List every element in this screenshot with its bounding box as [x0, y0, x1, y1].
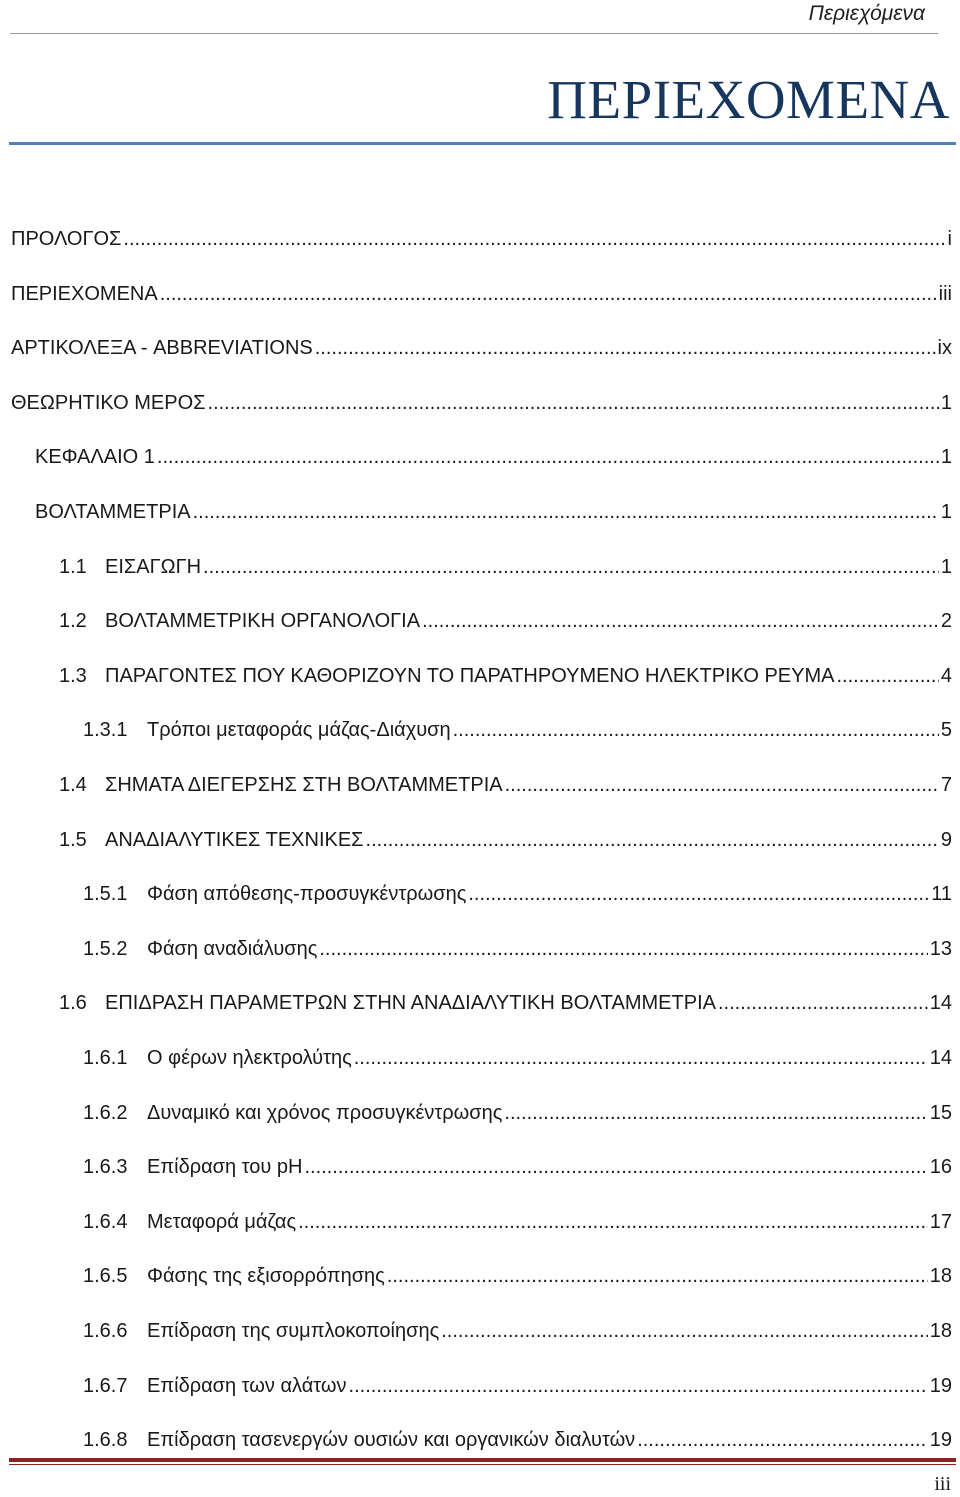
- toc-entry-page: 19: [929, 1374, 952, 1397]
- toc-entry-number: 1.2: [59, 610, 87, 633]
- toc-entry-title: Φάση αναδιάλυσης: [147, 937, 318, 960]
- toc-leader-dots: [298, 1210, 928, 1234]
- toc-entry-title: ΠΑΡΑΓΟΝΤΕΣ ΠΟΥ ΚΑΘΟΡΙΖΟΥΝ ΤΟ ΠΑΡΑΤΗΡΟΥΜΕΝΟ ΗΛΕΚΤΡΙΚΟ ΡΕΥΜΑ: [105, 664, 835, 687]
- toc-leader-dots: [836, 664, 938, 688]
- toc-entry-title: ΠΕΡΙΕΧΟΜΕΝΑ: [11, 282, 158, 305]
- toc-entry[interactable]: [11, 376, 952, 430]
- toc-entry-number: 1.6.2: [83, 1101, 128, 1124]
- toc-leader-dots: [366, 828, 939, 852]
- toc-entry-title: ΕΠΙΔΡΑΣΗ ΠΑΡΑΜΕΤΡΩΝ ΣΤΗΝ ΑΝΑΔΙΑΛΥΤΙΚΗ ΒΟΛΤΑΜΜΕΤΡΙΑ: [105, 992, 716, 1015]
- toc-entry-number: 1.6.5: [83, 1265, 128, 1288]
- toc-entry-number: 1.6.3: [83, 1156, 128, 1179]
- toc-entry[interactable]: [11, 267, 952, 321]
- toc-entry-title: ΒΟΛΤΑΜΜΕΤΡΙΑ: [35, 501, 191, 523]
- toc-entry-page: 19: [929, 1429, 952, 1452]
- toc-entry-page: 14: [929, 992, 952, 1015]
- toc-entry-page: 2: [940, 610, 952, 633]
- toc-entry-page: 5: [940, 719, 952, 742]
- toc-entry-number: 1.4: [59, 774, 87, 796]
- toc-entry-page: ix: [937, 337, 952, 360]
- toc-entry[interactable]: [59, 758, 952, 812]
- toc-entry-title: Δυναμικό και χρόνος προσυγκέντρωσης: [147, 1101, 503, 1124]
- toc-entry-number: 1.6: [59, 992, 87, 1015]
- toc-leader-dots: [441, 1319, 928, 1343]
- toc-leader-dots: [203, 555, 939, 579]
- toc-entry-page: 1: [940, 501, 952, 523]
- toc-leader-dots: [468, 882, 929, 906]
- toc-entry[interactable]: [59, 976, 952, 1030]
- toc-entry-title: ΑΡΤΙΚΟΛΕΞΑ - ABBREVIATIONS: [11, 337, 313, 360]
- toc-entry-page: 1: [940, 555, 952, 578]
- page-title: ΠΕΡΙΕΧΟΜΕΝΑ: [547, 69, 950, 130]
- toc-leader-dots: [453, 718, 939, 742]
- toc-entry[interactable]: [83, 1195, 952, 1249]
- toc-entry-title: Φάση απόθεσης-προσυγκέντρωσης: [147, 883, 467, 906]
- toc-entry-title: ΘΕΩΡΗΤΙΚΟ ΜΕΡΟΣ: [11, 391, 206, 414]
- toc-entry[interactable]: [35, 485, 952, 539]
- footer-divider-thin: [9, 1464, 956, 1465]
- toc-entry[interactable]: [83, 1249, 952, 1303]
- toc-entry[interactable]: [35, 430, 952, 484]
- toc-entry-number: 1.5.2: [83, 937, 128, 960]
- toc-entry-title: ΚΕΦΑΛΑΙΟ 1: [35, 446, 155, 469]
- toc-entry-title: Επίδραση των αλάτων: [147, 1374, 347, 1397]
- toc-entry-number: 1.1: [59, 555, 87, 578]
- toc-entry[interactable]: [59, 649, 952, 703]
- toc-leader-dots: [718, 991, 928, 1015]
- toc-entry-title: Επίδραση της συμπλοκοποίησης: [147, 1320, 440, 1342]
- toc-entry[interactable]: [59, 540, 952, 594]
- toc-leader-dots: [505, 773, 939, 797]
- toc-entry-title: ΕΙΣΑΓΩΓΗ: [105, 555, 202, 578]
- toc-entry-page: 1: [940, 446, 952, 469]
- toc-entry-number: 1.5.1: [83, 883, 128, 906]
- toc-entry-number: 1.6.7: [83, 1374, 128, 1397]
- toc-entry-title: ΠΡΟΛΟΓΟΣ: [11, 228, 122, 250]
- toc-leader-dots: [157, 445, 939, 469]
- toc-leader-dots: [422, 609, 939, 633]
- toc-entry-page: iii: [938, 282, 952, 305]
- toc-leader-dots: [504, 1101, 927, 1125]
- toc-entry-title: Τρόποι μεταφοράς μάζας-Διάχυση: [147, 719, 451, 742]
- toc-entry-title: ΒΟΛΤΑΜΜΕΤΡΙΚΗ ΟΡΓΑΝΟΛΟΓΙΑ: [105, 610, 421, 633]
- toc-entry-title: Φάσης της εξισορρόπησης: [147, 1265, 385, 1288]
- toc-entry-page: 17: [929, 1210, 952, 1233]
- toc-entry-title: ΑΝΑΔΙΑΛΥΤΙΚΕΣ ΤΕΧΝΙΚΕΣ: [105, 828, 364, 851]
- toc-entry-title: ΣΗΜΑΤΑ ΔΙΕΓΕΡΣΗΣ ΣΤΗ ΒΟΛΤΑΜΜΕΤΡΙΑ: [105, 774, 503, 796]
- toc-entry-page: 13: [929, 937, 952, 960]
- toc-entry[interactable]: [83, 1086, 952, 1140]
- toc-entry-number: 1.3: [59, 664, 87, 687]
- toc-leader-dots: [160, 282, 937, 306]
- toc-entry-number: 1.6.8: [83, 1429, 128, 1452]
- toc-entry-page: 11: [931, 883, 952, 906]
- toc-leader-dots: [354, 1046, 928, 1070]
- toc-entry[interactable]: [83, 1031, 952, 1085]
- toc-entry-number: 1.5: [59, 828, 87, 851]
- toc-leader-dots: [304, 1155, 927, 1179]
- toc-entry[interactable]: [83, 1304, 952, 1358]
- toc-entry[interactable]: [83, 1140, 952, 1194]
- toc-entry[interactable]: [83, 1359, 952, 1413]
- toc-entry-page: 1: [940, 391, 952, 414]
- toc-entry[interactable]: [11, 212, 952, 266]
- toc-leader-dots: [319, 937, 927, 961]
- toc-entry-page: 7: [940, 774, 952, 796]
- toc-entry-title: Επίδραση τασενεργών ουσιών και οργανικών διαλυτών: [147, 1429, 636, 1452]
- footer-divider-thick: [9, 1458, 956, 1462]
- toc-entry-title: Μεταφορά μάζας: [147, 1210, 297, 1233]
- toc-entry-number: 1.6.4: [83, 1210, 128, 1233]
- toc-entry-page: 15: [929, 1101, 952, 1124]
- toc-entry-title: Επίδραση του pH: [147, 1156, 303, 1179]
- toc-entry-page: 14: [929, 1047, 952, 1069]
- toc-entry-number: 1.6.1: [83, 1047, 128, 1069]
- toc-entry[interactable]: [11, 321, 952, 375]
- toc-leader-dots: [123, 227, 945, 251]
- toc-leader-dots: [387, 1264, 928, 1288]
- toc-entry-title: Ο φέρων ηλεκτρολύτης: [147, 1047, 352, 1069]
- toc-entry-number: 1.3.1: [83, 719, 128, 742]
- toc-entry-page: 18: [929, 1265, 952, 1288]
- toc-leader-dots: [315, 336, 936, 360]
- toc-leader-dots: [637, 1428, 928, 1452]
- header-divider: [10, 33, 938, 34]
- toc-entry-page: 16: [929, 1156, 952, 1179]
- toc-entry[interactable]: [83, 703, 952, 757]
- toc-entry-page: 4: [940, 664, 952, 687]
- toc-entry-number: 1.6.6: [83, 1320, 128, 1342]
- toc-leader-dots: [193, 500, 939, 524]
- running-header: Περιεχόμενα: [808, 2, 925, 25]
- title-divider: [9, 142, 956, 145]
- toc-entry[interactable]: [83, 867, 952, 921]
- toc-leader-dots: [208, 391, 939, 415]
- page-number: iii: [934, 1473, 951, 1495]
- toc-entry[interactable]: [59, 813, 952, 867]
- toc-entry[interactable]: [59, 594, 952, 648]
- toc-entry-page: 18: [929, 1320, 952, 1342]
- toc-entry[interactable]: [83, 922, 952, 976]
- toc-entry-page: i: [947, 228, 952, 250]
- toc-entry-page: 9: [940, 828, 952, 851]
- toc-leader-dots: [349, 1374, 928, 1398]
